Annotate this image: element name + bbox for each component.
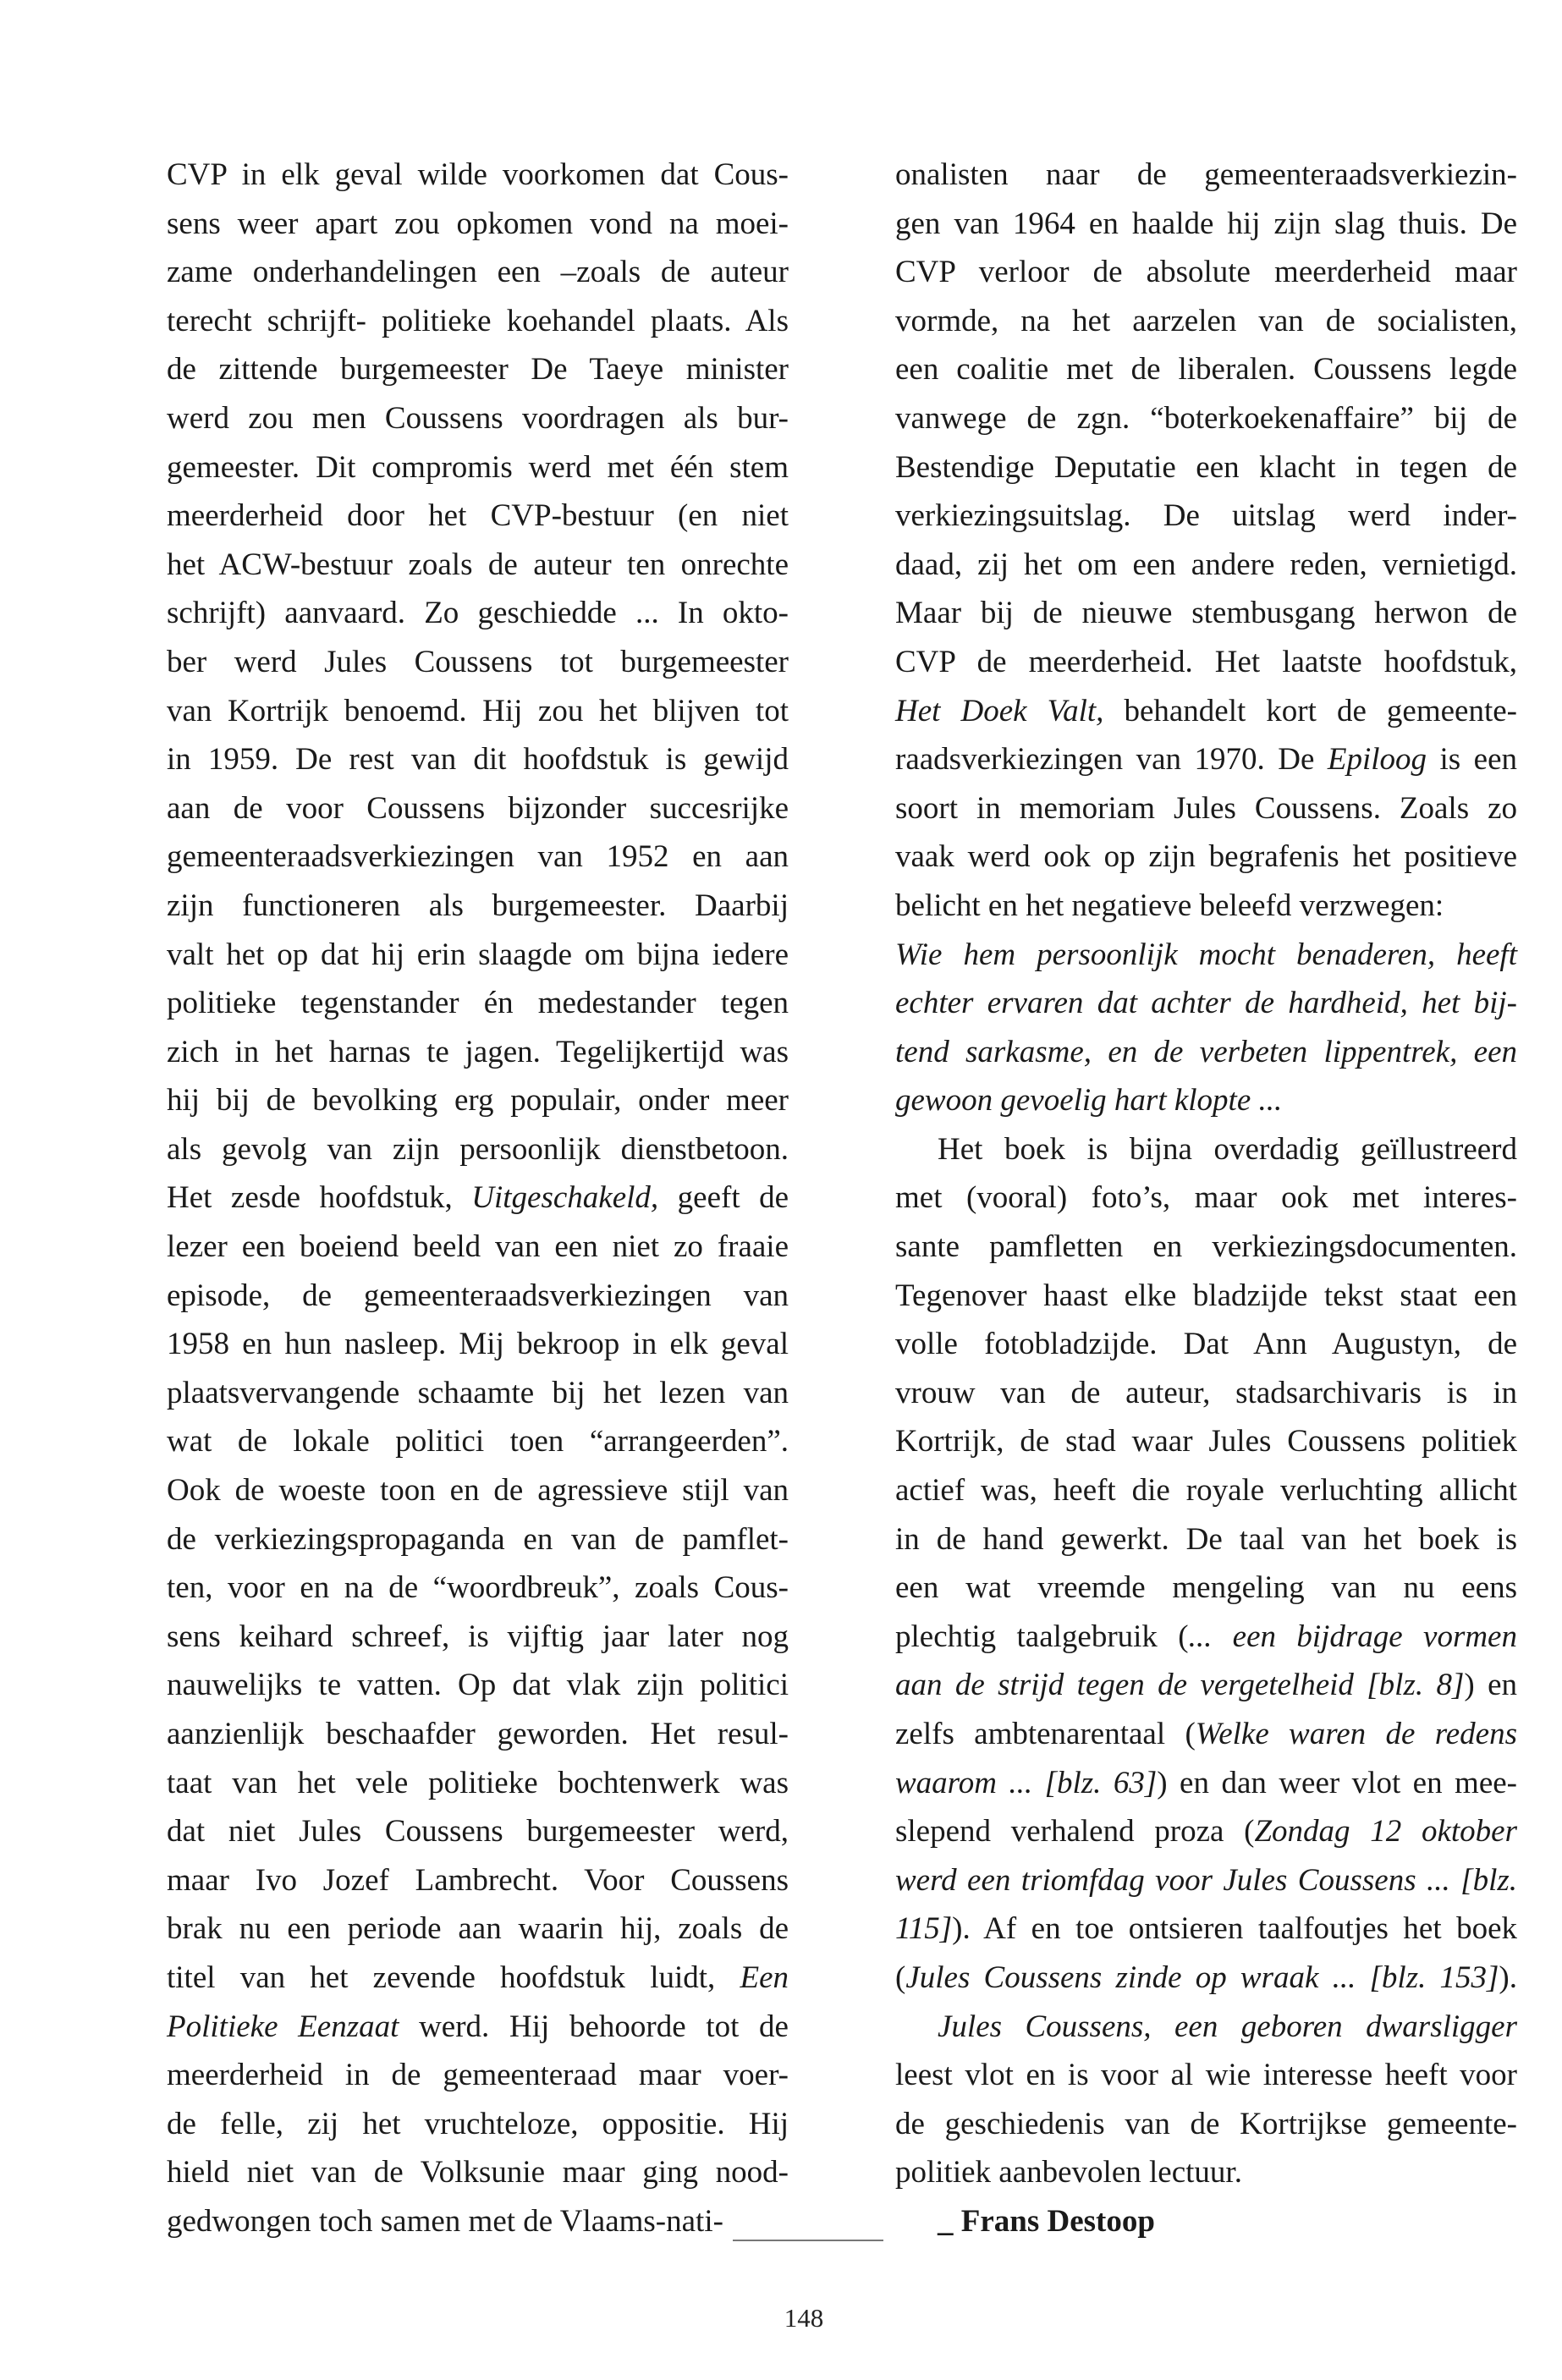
text-line: wat de lokale politici toen “arrangeerden”. (167, 1424, 789, 1459)
text-line: schrijft) aanvaard. Zo geschiedde ... In okto- (167, 596, 789, 631)
text-line: belicht en het negatieve beleefd verzwegen: (895, 888, 1444, 923)
text-line: aanzienlijk beschaafder geworden. Het resul- (167, 1717, 789, 1751)
italic-segment: Jules Coussens zinde op wraak ... [blz. 153] (905, 1960, 1499, 1995)
text-line (895, 2197, 1517, 2246)
italic-segment: Zondag 12 oktober (1254, 1814, 1517, 1850)
text-line: vrouw van de auteur, stadsarchivaris is in (895, 1375, 1517, 1410)
text-line: meerderheid in de gemeenteraad maar voer- (167, 2058, 789, 2093)
text-line (895, 1028, 1517, 1077)
text-line: politiek aanbevolen lectuur. (895, 2155, 1242, 2190)
text-line (895, 1954, 1517, 2003)
text-line: sante pamfletten en verkiezingsdocumenten. (895, 1229, 1517, 1265)
italic-segment: echter ervaren dat achter de hardheid, het bij- (895, 986, 1517, 1021)
italic-segment: Epiloog (1327, 742, 1427, 778)
text-line: onalisten naar de gemeenteraadsverkiezin- (895, 157, 1517, 192)
text-segment: is een (1427, 742, 1518, 778)
text-line: brak nu een periode aan waarin hij, zoals de (167, 1911, 789, 1947)
text-line (895, 1759, 1517, 1808)
text-line: gen van 1964 en haalde hij zijn slag thuis. De (895, 206, 1517, 241)
italic-segment: tend sarkasme, en de verbeten lippentrek, een (895, 1034, 1517, 1069)
text-line: actief was, heeft die royale verluchting allicht (895, 1473, 1517, 1509)
text-line: werd zou men Coussens voordragen als bur- (167, 400, 789, 436)
text-line: Ook de woeste toon en de agressieve stijl van (167, 1473, 789, 1509)
text-line: episode, de gemeenteraadsverkiezingen van (167, 1278, 789, 1313)
footer-divider (733, 2240, 883, 2241)
text-segment: ( (895, 1960, 906, 1995)
text-line: Tegenover haast elke bladzijde tekst staat een (895, 1278, 1517, 1313)
text-line (895, 1807, 1517, 1856)
italic-segment: 115] (895, 1911, 953, 1947)
italic-segment: werd een triomfdag voor Jules Coussens ... [blz. (895, 1862, 1517, 1898)
text-line: verkiezingsuitslag. De uitslag werd inder- (895, 498, 1517, 534)
text-line (167, 1174, 789, 1223)
text-line: zame onderhandelingen een –zoals de auteur (167, 255, 789, 290)
text-segment: ). Af en toe ontsieren taalfoutjes het boek (952, 1911, 1517, 1947)
text-line (895, 2003, 1517, 2052)
text-line (895, 979, 1517, 1028)
text-line: als gevolg van zijn persoonlijk dienstbetoon. (167, 1131, 789, 1167)
text-line: CVP verloor de absolute meerderheid maar (895, 255, 1517, 290)
text-line: zich in het harnas te jagen. Tegelijkertijd was (167, 1034, 789, 1069)
right-column (895, 151, 1517, 2246)
text-line: een coalitie met de liberalen. Coussens legde (895, 352, 1517, 388)
text-line: CVP de meerderheid. Het laatste hoofdstuk, (895, 644, 1517, 679)
text-line: een wat vreemde mengeling van nu eens (895, 1570, 1517, 1606)
text-line (167, 2003, 789, 2052)
text-segment: zelfs ambtenarentaal ( (895, 1717, 1196, 1751)
text-line: met (vooral) foto’s, maar ook met interes- (895, 1180, 1517, 1216)
text-line (895, 1076, 1517, 1125)
text-line: plaatsvervangende schaamte bij het lezen van (167, 1375, 789, 1410)
text-line: politieke tegenstander én medestander tegen (167, 986, 789, 1021)
text-line: vormde, na het aarzelen van de socialisten, (895, 303, 1517, 338)
text-line: ten, voor en na de “woordbreuk”, zoals Cous- (167, 1570, 789, 1606)
text-line (895, 687, 1517, 736)
text-line: in 1959. De rest van dit hoofdstuk is gewijd (167, 742, 789, 778)
text-line: dat niet Jules Coussens burgemeester werd, (167, 1814, 789, 1850)
text-line: meerderheid door het CVP-bestuur (en niet (167, 498, 789, 534)
text-line: vanwege de zgn. “boterkoekenaffaire” bij de (895, 400, 1517, 436)
text-line: de geschiedenis van de Kortrijkse gemeente- (895, 2106, 1517, 2141)
text-line (895, 1710, 1517, 1759)
text-line: Kortrijk, de stad waar Jules Coussens politiek (895, 1424, 1517, 1459)
text-line: Maar bij de nieuwe stembusgang herwon de (895, 596, 1517, 631)
text-segment: ) en dan weer vlot en mee- (1157, 1765, 1518, 1800)
text-line: nauwelijks te vatten. Op dat vlak zijn politici (167, 1668, 789, 1703)
text-line: lezer een boeiend beeld van een niet zo fraaie (167, 1229, 789, 1265)
left-column (167, 151, 789, 2246)
text-line (167, 1954, 789, 2003)
text-segment: ) en (1464, 1668, 1518, 1703)
text-line: vaak werd ook op zijn begrafenis het positieve (895, 839, 1517, 875)
italic-segment: Het Doek Valt, (895, 693, 1104, 728)
text-segment: Het zesde hoofdstuk, (167, 1180, 472, 1216)
italic-segment: aan de strijd tegen de vergetelheid [blz. 8] (895, 1668, 1465, 1703)
text-line (895, 1856, 1517, 1905)
italic-segment: Politieke Eenzaat (167, 2009, 399, 2044)
text-segment: raadsverkiezingen van 1970. De (895, 742, 1328, 778)
text-line: CVP in elk geval wilde voorkomen dat Cous- (167, 157, 789, 192)
text-line: de zittende burgemeester De Taeye minister (167, 352, 789, 388)
text-line: leest vlot en is voor al wie interesse heeft voor (895, 2058, 1517, 2093)
italic-segment: ... een bijdrage vormen (1188, 1619, 1517, 1654)
italic-segment: Wie hem persoonlijk mocht benaderen, heeft (895, 937, 1517, 972)
text-segment: titel van het zevende hoofdstuk luidt, (167, 1960, 740, 1995)
text-line (895, 1661, 1517, 1710)
text-line: sens keihard schreef, is vijftig jaar later nog (167, 1619, 789, 1654)
text-line: gedwongen toch samen met de Vlaams-nati- (167, 2203, 723, 2239)
text-line: het ACW-bestuur zoals de auteur ten onrechte (167, 547, 789, 582)
italic-segment: Jules Coussens, een geboren dwarsligger (938, 2009, 1517, 2044)
text-line: Het boek is bijna overdadig geïllustreerd (938, 1131, 1517, 1167)
page-number: 148 (784, 2303, 824, 2333)
text-line: taat van het vele politieke bochtenwerk was (167, 1765, 789, 1800)
italic-segment: waarom ... [blz. 63] (895, 1765, 1158, 1800)
italic-segment: Een (740, 1960, 789, 1995)
text-line: de felle, zij het vruchteloze, oppositie. Hij (167, 2106, 789, 2141)
text-line (895, 1613, 1517, 1662)
text-line (895, 1905, 1517, 1954)
text-line: valt het op dat hij erin slaagde om bijna iedere (167, 937, 789, 972)
text-line (895, 735, 1517, 784)
italic-segment: gewoon gevoelig hart klopte ... (895, 1083, 1283, 1119)
text-line: maar Ivo Jozef Lambrecht. Voor Coussens (167, 1862, 789, 1898)
italic-segment: Welke waren de redens (1195, 1717, 1517, 1751)
text-line: de verkiezingspropaganda en van de pamflet- (167, 1521, 789, 1557)
text-segment: geeft de (658, 1180, 789, 1216)
text-line: terecht schrijft- politieke koehandel plaats. Als (167, 303, 789, 338)
text-line: 1958 en hun nasleep. Mij bekroop in elk geval (167, 1327, 789, 1362)
text-segment: werd. Hij behoorde tot de (399, 2009, 789, 2044)
text-line: zijn functioneren als burgemeester. Daarbij (167, 888, 789, 923)
text-line: ber werd Jules Coussens tot burgemeester (167, 644, 789, 679)
text-line (895, 931, 1517, 980)
italic-segment: Uitgeschakeld, (471, 1180, 659, 1216)
text-line: daad, zij het om een andere reden, vernietigd. (895, 547, 1517, 582)
text-line: Bestendige Deputatie een klacht in tegen de (895, 449, 1517, 485)
text-segment: ). (1499, 1960, 1517, 1995)
text-segment: plechtig taalgebruik ( (895, 1619, 1189, 1654)
text-line: hield niet van de Volksunie maar ging nood- (167, 2155, 789, 2190)
author-signature: _ Frans Destoop (938, 2203, 1155, 2239)
text-line: gemeester. Dit compromis werd met één stem (167, 449, 789, 485)
text-line: van Kortrijk benoemd. Hij zou het blijven tot (167, 693, 789, 728)
text-line: volle fotobladzijde. Dat Ann Augustyn, de (895, 1327, 1517, 1362)
text-segment: slepend verhalend proza ( (895, 1814, 1255, 1850)
text-line: gemeenteraadsverkiezingen van 1952 en aan (167, 839, 789, 875)
text-line: soort in memoriam Jules Coussens. Zoals zo (895, 790, 1517, 826)
text-line: aan de voor Coussens bijzonder succesrijke (167, 790, 789, 826)
text-line: sens weer apart zou opkomen vond na moei- (167, 206, 789, 241)
text-line: in de hand gewerkt. De taal van het boek is (895, 1521, 1517, 1557)
text-line: hij bij de bevolking erg populair, onder meer (167, 1083, 789, 1119)
text-segment: behandelt kort de gemeente- (1103, 693, 1517, 728)
